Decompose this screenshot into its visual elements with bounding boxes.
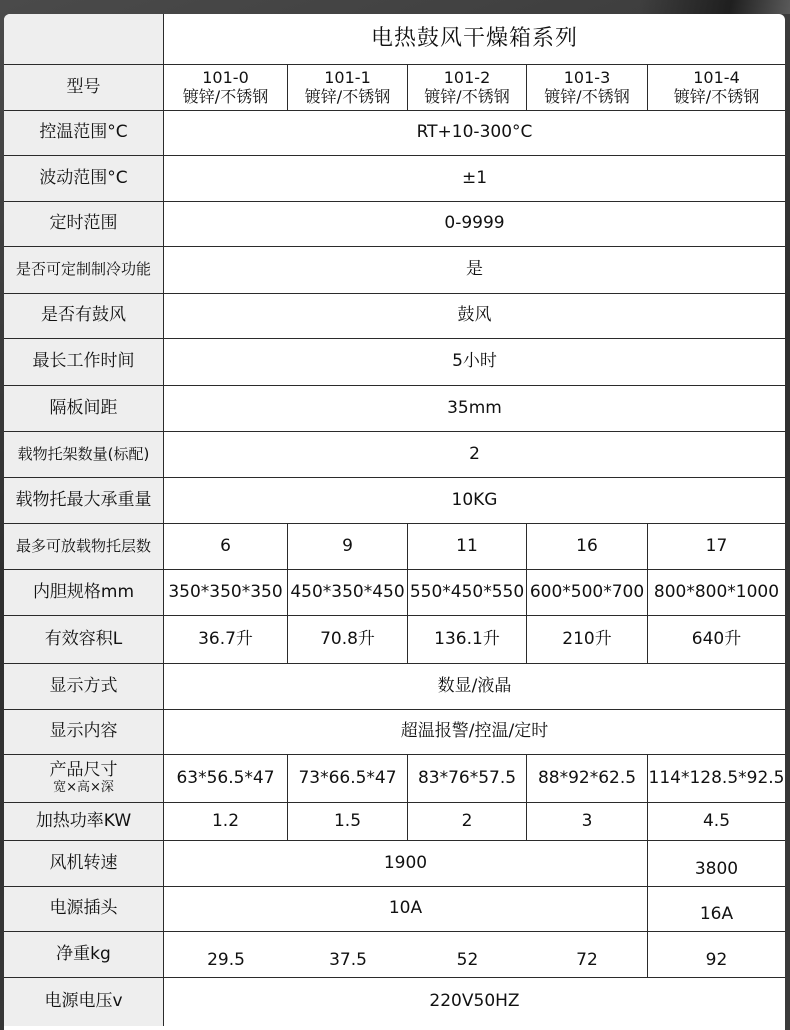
- volume-value: 36.7升: [164, 616, 288, 664]
- net-weight-value: 72: [527, 932, 648, 978]
- max-layers-value: 11: [408, 524, 527, 570]
- model-name: 101-1: [324, 68, 371, 88]
- fan-value: 鼓风: [164, 294, 785, 339]
- max-layers-value: 17: [648, 524, 785, 570]
- model-header: [164, 65, 288, 111]
- plug-label: 电源插头: [4, 887, 164, 932]
- max-work-time-label: 最长工作时间: [4, 339, 164, 386]
- model-name: 101-0: [202, 68, 249, 88]
- model-header: [648, 65, 785, 111]
- volume-value: 136.1升: [408, 616, 527, 664]
- shelf-spacing-label: 隔板间距: [4, 386, 164, 432]
- table-title: 电热鼓风干燥箱系列: [164, 14, 785, 65]
- power-value: 4.5: [648, 803, 785, 841]
- spec-table: [4, 14, 785, 1026]
- product-size-value: 73*66.5*47: [288, 755, 408, 803]
- model-name: 101-4: [693, 68, 740, 88]
- inner-size-value: 450*350*450: [288, 570, 408, 616]
- custom-cooling-value: 是: [164, 247, 785, 294]
- tray-load-label: 载物托最大承重量: [4, 478, 164, 524]
- shelf-spacing-value: 35mm: [164, 386, 785, 432]
- display-content-label: 显示内容: [4, 710, 164, 755]
- model-header: [288, 65, 408, 111]
- fluctuation-value: ±1: [164, 156, 785, 202]
- voltage-value: 220V50HZ: [429, 991, 520, 1012]
- tray-qty-value: 2: [164, 432, 785, 478]
- model-header: [527, 65, 648, 111]
- fan-speed-label: 风机转速: [4, 841, 164, 887]
- model-material: 镀锌/不锈钢: [424, 86, 510, 106]
- inner-size-label: 内胆规格mm: [4, 570, 164, 616]
- fan-label: 是否有鼓风: [4, 294, 164, 339]
- max-layers-label: 最多可放载物托层数: [4, 524, 164, 570]
- inner-size-value: 600*500*700: [527, 570, 648, 616]
- model-material: 镀锌/不锈钢: [304, 86, 391, 106]
- model-material: 镀锌/不锈钢: [182, 86, 269, 106]
- product-size-value: 114*128.5*92.5: [648, 755, 785, 803]
- max-layers-value: 9: [288, 524, 408, 570]
- volume-value: 210升: [527, 616, 648, 664]
- temp-range-label: 控温范围°C: [4, 111, 164, 156]
- power-value: 1.2: [164, 803, 288, 841]
- product-size-label-cell: [4, 755, 164, 803]
- max-work-time-value: 5小时: [164, 339, 785, 386]
- model-name: 101-3: [563, 68, 611, 88]
- plug-value: 10A: [164, 887, 648, 932]
- volume-label: 有效容积L: [4, 616, 164, 664]
- model-material: 镀锌/不锈钢: [673, 86, 760, 106]
- voltage-label: 电源电压v: [4, 978, 164, 1026]
- net-weight-value: 29.5: [164, 932, 288, 978]
- product-size-value: 83*76*57.5: [408, 755, 527, 803]
- net-weight-label: 净重kg: [4, 932, 164, 978]
- product-size-sublabel: 宽×高×深: [53, 779, 114, 795]
- inner-size-value: 800*800*1000: [648, 570, 785, 616]
- model-header: [408, 65, 527, 111]
- fan-speed-value: 3800: [648, 841, 785, 887]
- timer-value: 0-9999: [164, 202, 785, 247]
- max-layers-value: 16: [527, 524, 648, 570]
- model-name: 101-2: [443, 68, 491, 88]
- spec-sheet: [4, 14, 785, 1030]
- fluctuation-label: 波动范围°C: [4, 156, 164, 202]
- temp-range-value: RT+10-300°C: [164, 111, 785, 156]
- tray-qty-label: 载物托架数量(标配): [4, 432, 164, 478]
- power-value: 1.5: [288, 803, 408, 841]
- fan-speed-value: 1900: [164, 841, 648, 887]
- display-type-label: 显示方式: [4, 664, 164, 710]
- power-label: 加热功率KW: [4, 803, 164, 841]
- product-size-label: 产品尺寸: [49, 760, 118, 781]
- tray-load-value: 10KG: [164, 478, 785, 524]
- product-size-value: 63*56.5*47: [164, 755, 288, 803]
- power-value: 2: [408, 803, 527, 841]
- decorative-corner: [640, 0, 790, 14]
- power-value: 3: [527, 803, 648, 841]
- timer-label: 定时范围: [4, 202, 164, 247]
- title-label-cell: [4, 14, 164, 65]
- net-weight-value: 52: [408, 932, 527, 978]
- max-layers-value: 6: [164, 524, 288, 570]
- display-content-value: 超温报警/控温/定时: [164, 710, 785, 755]
- inner-size-value: 550*450*550: [408, 570, 527, 616]
- product-size-value: 88*92*62.5: [527, 755, 648, 803]
- custom-cooling-label: 是否可定制制冷功能: [4, 247, 164, 294]
- volume-value: 70.8升: [288, 616, 408, 664]
- volume-value: 640升: [648, 616, 785, 664]
- net-weight-value: 37.5: [288, 932, 408, 978]
- model-material: 镀锌/不锈钢: [544, 86, 630, 106]
- plug-value: 16A: [648, 887, 785, 932]
- net-weight-value: 92: [648, 932, 785, 978]
- inner-size-value: 350*350*350: [164, 570, 288, 616]
- display-type-value: 数显/液晶: [164, 664, 785, 710]
- model-label: 型号: [4, 65, 164, 111]
